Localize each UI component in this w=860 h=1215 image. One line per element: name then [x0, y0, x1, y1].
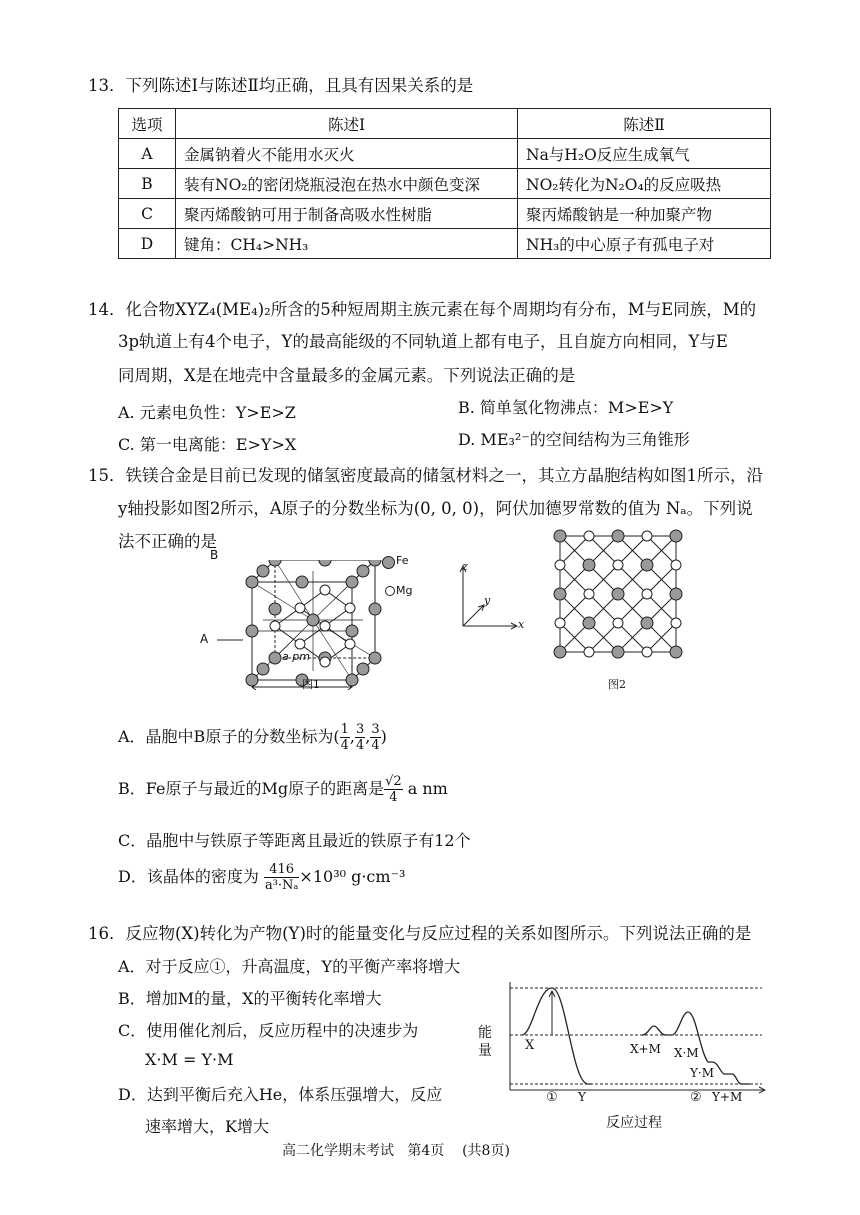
footer	[282, 1140, 510, 1160]
label-step-1: ①	[546, 1090, 558, 1105]
table-cell: 装有NO₂的密闭烧瓶浸泡在热水中颜色变深	[176, 169, 518, 199]
legend-mg-label: Mg	[396, 584, 413, 597]
table-row	[119, 169, 771, 199]
table-cell: A	[119, 139, 176, 169]
label-y: Y	[578, 1090, 586, 1104]
edge-length-label: a pm	[282, 650, 310, 663]
fraction: $\frac{3}{4}$	[355, 722, 365, 753]
q14-option-d: D. ME₃²⁻的空间结构为三角锥形	[458, 430, 690, 449]
fraction: $\frac{√2}{4}$	[385, 774, 402, 805]
q16-option-a: A．对于反应①，升高温度，Y的平衡产率将增大	[118, 957, 461, 976]
header-option: 选项	[119, 109, 176, 139]
figure-1-caption: 图1	[302, 678, 320, 691]
legend-fe-dot	[382, 556, 395, 569]
q16-stem: 16．反应物(X)转化为产物(Y)时的能量变化与反应过程的关系如图所示。下列说法正确的是	[88, 924, 752, 943]
q15-option-a-text: A．晶胞中B原子的分数坐标为(	[118, 727, 340, 746]
axis-y-label: y	[484, 594, 491, 607]
legend-mg-dot	[385, 586, 395, 596]
q14-line-1: 14．化合物XYZ₄(ME₄)₂所含的5种短周期主族元素在每个周期均有分布，M与E同族，M的	[88, 300, 757, 319]
footer-title: 高二化学期末考试	[282, 1143, 394, 1159]
axis-x-label: x	[518, 618, 525, 631]
label-y-dot-m: Y·M	[690, 1066, 715, 1080]
q15-option-b: B．Fe原子与最近的Mg原子的距离是 $\frac{√2}{4}$ a nm	[118, 774, 448, 805]
axis-z-label: z	[462, 560, 468, 573]
q14-line-3: 同周期，X是在地壳中含量最多的金属元素。下列说法正确的是	[118, 366, 576, 385]
energy-axis-label-2: 量	[478, 1043, 492, 1059]
label-x: X	[525, 1038, 535, 1053]
label-x-plus-m: X+M	[630, 1042, 661, 1056]
table-row	[119, 229, 771, 259]
table-cell: C	[119, 199, 176, 229]
q13-stem: 13．下列陈述Ⅰ与陈述Ⅱ均正确，且具有因果关系的是	[88, 76, 474, 95]
energy-axis-label: 能	[478, 1025, 492, 1041]
q16-option-d: D．达到平衡后充入He，体系压强增大，反应	[118, 1085, 443, 1104]
table-cell: NH₃的中心原子有孤电子对	[518, 229, 771, 259]
table-cell: 聚丙烯酸钠可用于制备高吸水性树脂	[176, 199, 518, 229]
energy-diagram	[500, 980, 770, 1100]
q13-table	[118, 108, 771, 259]
reaction-progress-label: 反应过程	[606, 1115, 662, 1131]
label-a: A	[200, 632, 209, 646]
table-cell: NO₂转化为N₂O₄的反应吸热	[518, 169, 771, 199]
table-cell: 键角：CH₄>NH₃	[176, 229, 518, 259]
label-x-dot-m: X·M	[674, 1046, 699, 1060]
q15-line-1: 15．铁镁合金是目前已发现的储氢密度最高的储氢材料之一，其立方晶胞结构如图1所示，沿	[88, 466, 763, 485]
legend-fe-label: Fe	[396, 554, 409, 567]
q16-option-d-line-2: 速率增大，K增大	[145, 1117, 269, 1136]
fraction: $\frac{1}{4}$	[340, 722, 349, 753]
q15-option-d: D．该晶体的密度为 $\frac{416}{\text{a³·Nₐ}}$ ×10³⁰ g·cm⁻³	[118, 862, 406, 893]
q16-option-c: C．使用催化剂后，反应历程中的决速步为	[118, 1021, 419, 1040]
table-cell: 金属钠着火不能用水灭火	[176, 139, 518, 169]
footer-page: 第4页	[407, 1143, 445, 1159]
q16-option-b: B．增加M的量，X的平衡转化率增大	[118, 989, 382, 1008]
table-cell: Na与H₂O反应生成氧气	[518, 139, 771, 169]
q15-line-2: y轴投影如图2所示，A原子的分数坐标为(0, 0, 0)，阿伏加德罗常数的值为 Nₐ。下列说	[118, 499, 753, 518]
fraction: $\frac{416}{\text{a³·Nₐ}}$	[264, 862, 299, 893]
q14-option-a: A. 元素电负性：Y>E>Z	[118, 403, 296, 422]
figure-1-unit-cell	[195, 560, 430, 690]
q16-option-c-line-2: X·M = Y·M	[145, 1050, 234, 1069]
table-row	[119, 139, 771, 169]
q14-option-b: B. 简单氢化物沸点：M>E>Y	[458, 398, 674, 417]
header-statement-2: 陈述Ⅱ	[518, 109, 771, 139]
label-b: B	[210, 548, 219, 562]
q14-option-c: C. 第一电离能：E>Y>X	[118, 435, 297, 454]
q15-line-3: 法不正确的是	[118, 532, 217, 551]
q14-line-2: 3p轨道上有4个电子，Y的最高能级的不同轨道上都有电子，且自旋方向相同，Y与E	[118, 332, 728, 351]
table-cell: D	[119, 229, 176, 259]
figure-2-caption: 图2	[608, 678, 626, 691]
table-header-row	[119, 109, 771, 139]
q15-option-c: C．晶胞中与铁原子等距离且最近的铁原子有12个	[118, 831, 471, 850]
fraction: $\frac{3}{4}$	[371, 722, 380, 753]
label-y-plus-m: Y+M	[712, 1090, 743, 1104]
header-statement-1: 陈述Ⅰ	[176, 109, 518, 139]
q15-option-a: A．晶胞中B原子的分数坐标为( $\frac{1}{4}$ , $\frac{3}{4}$ , $\frac{3}{4}$ )	[118, 722, 387, 753]
footer-total: (共8页)	[462, 1143, 510, 1159]
table-cell: B	[119, 169, 176, 199]
label-step-2: ②	[690, 1090, 702, 1105]
figure-2-projection	[548, 528, 690, 660]
table-cell: 聚丙烯酸钠是一种加聚产物	[518, 199, 771, 229]
table-row	[119, 199, 771, 229]
